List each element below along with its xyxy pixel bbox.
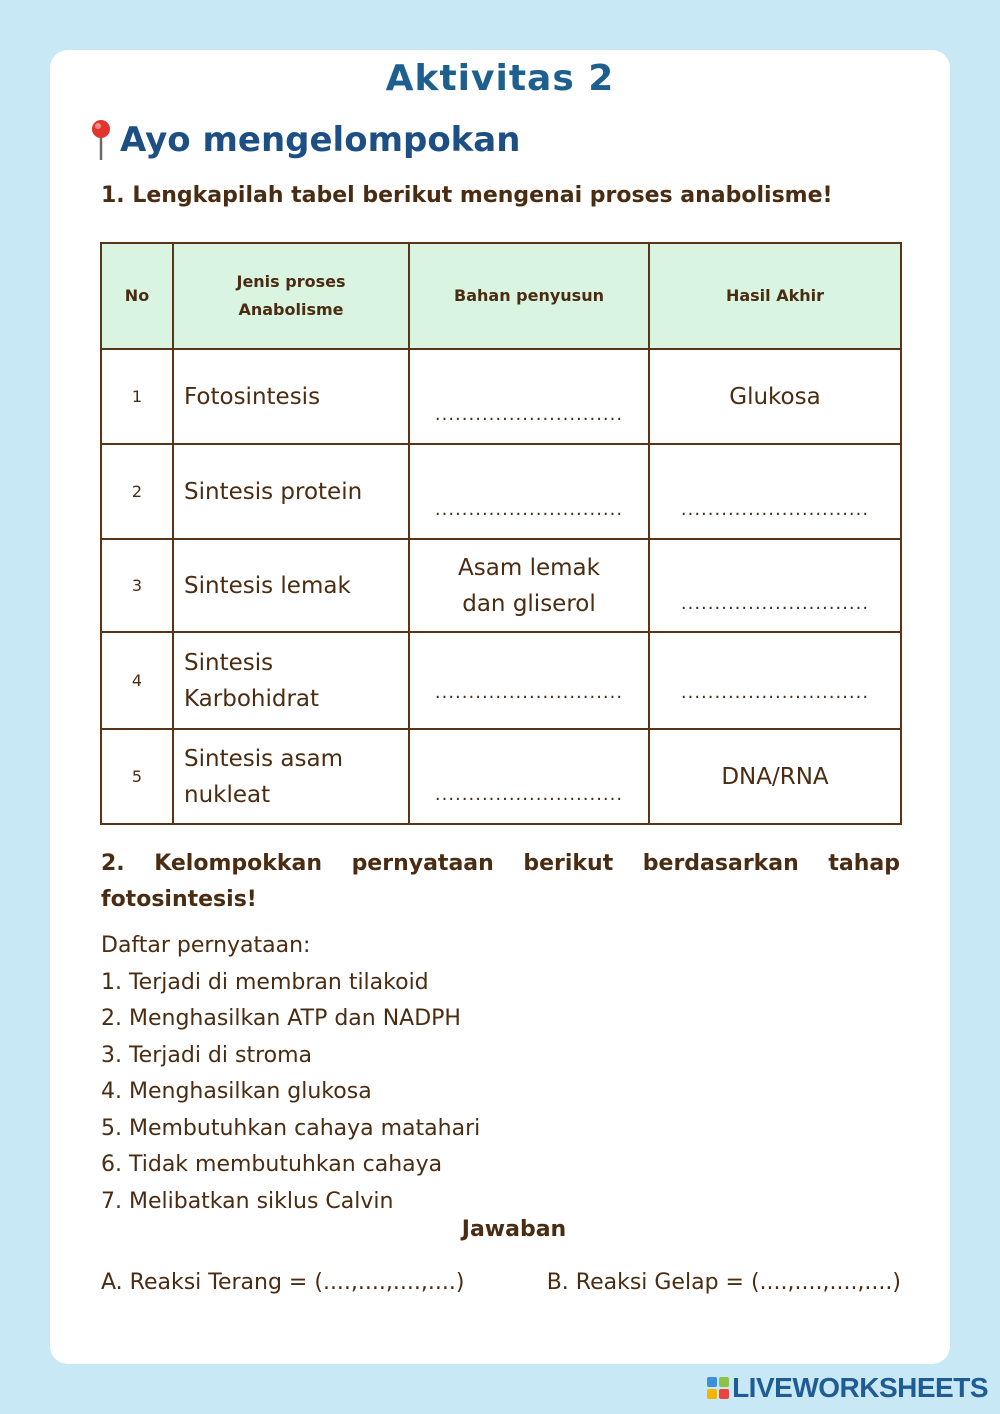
row-number: 1 — [101, 349, 173, 444]
answer-b-input[interactable]: B. Reaksi Gelap = (....,....,....,....) — [546, 1270, 901, 1295]
process-name-line1: Sintesis asam — [184, 745, 343, 772]
row-number: 5 — [101, 729, 173, 824]
hasil-value: Glukosa — [649, 349, 901, 444]
list-item: 4. Menghasilkan glukosa — [101, 1079, 372, 1104]
header-jenis-line1: Jenis proses — [236, 272, 346, 291]
process-name-line1: Sintesis — [184, 649, 274, 676]
section-heading-text: Ayo mengelompokan — [120, 120, 521, 160]
brand-name: LIVEWORKSHEETS — [732, 1372, 988, 1403]
header-hasil: Hasil Akhir — [649, 243, 901, 349]
header-no: No — [101, 243, 173, 349]
header-jenis — [173, 243, 409, 349]
liveworksheets-logo[interactable] — [706, 1372, 988, 1404]
process-name — [173, 729, 409, 824]
table-row — [101, 444, 901, 539]
table-header-row — [101, 243, 901, 349]
list-item: 7. Melibatkan siklus Calvin — [101, 1188, 394, 1214]
header-bahan: Bahan penyusun — [409, 243, 649, 349]
hasil-cell — [649, 539, 901, 632]
question-1: 1. Lengkapilah tabel berikut mengenai proses anabolisme! — [101, 183, 833, 208]
bahan-blank-input[interactable]: ............................ — [434, 499, 624, 520]
row-number: 3 — [101, 539, 173, 632]
bahan-value — [409, 539, 649, 632]
answer-row — [101, 1270, 901, 1295]
hasil-cell — [649, 444, 901, 539]
answer-a-input[interactable]: A. Reaksi Terang = (....,....,....,....) — [101, 1270, 465, 1295]
process-name: Fotosintesis — [173, 349, 409, 444]
hasil-cell — [649, 632, 901, 729]
list-item: 5. Membutuhkan cahaya matahari — [101, 1115, 481, 1141]
list-title: Daftar pernyataan: — [101, 933, 311, 958]
process-name: Sintesis protein — [173, 444, 409, 539]
statement-list — [101, 928, 901, 1220]
row-number: 4 — [101, 632, 173, 729]
bahan-cell — [409, 729, 649, 824]
table-row — [101, 729, 901, 824]
bahan-cell — [409, 349, 649, 444]
hasil-blank-input[interactable]: ............................ — [680, 499, 870, 520]
hasil-blank-input[interactable]: ............................ — [680, 682, 870, 703]
anabolism-table — [100, 242, 902, 825]
list-item: 1. Terjadi di membran tilakoid — [101, 969, 429, 995]
answer-title: Jawaban — [461, 1217, 567, 1242]
hasil-blank-input[interactable]: ............................ — [680, 593, 870, 614]
table-row — [101, 632, 901, 729]
page-title: Aktivitas 2 — [385, 58, 615, 99]
process-name: Sintesis lemak — [173, 539, 409, 632]
section-heading — [88, 118, 520, 162]
bahan-value-line2: dan gliserol — [462, 590, 596, 617]
row-number: 2 — [101, 444, 173, 539]
process-name-line2: Karbohidrat — [184, 685, 320, 712]
process-name — [173, 632, 409, 729]
hasil-value: DNA/RNA — [649, 729, 901, 824]
bahan-blank-input[interactable]: ............................ — [434, 682, 624, 703]
table-row — [101, 349, 901, 444]
bahan-blank-input[interactable]: ............................ — [434, 404, 624, 425]
bahan-cell — [409, 632, 649, 729]
bahan-value-line1: Asam lemak — [458, 554, 600, 581]
bahan-cell — [409, 444, 649, 539]
list-item: 6. Tidak membutuhkan cahaya — [101, 1152, 443, 1177]
table-row — [101, 539, 901, 632]
process-name-line2: nukleat — [184, 781, 271, 808]
liveworksheets-logo-icon — [706, 1376, 730, 1400]
list-item: 3. Terjadi di stroma — [101, 1042, 313, 1068]
list-item: 2. Menghasilkan ATP dan NADPH — [101, 1006, 461, 1031]
pushpin-icon — [88, 118, 114, 162]
bahan-blank-input[interactable]: ............................ — [434, 784, 624, 805]
header-jenis-line2: Anabolisme — [238, 300, 344, 319]
question-2: 2. Kelompokkan pernyataan berikut berdasarkan tahap fotosintesis! — [101, 851, 900, 912]
